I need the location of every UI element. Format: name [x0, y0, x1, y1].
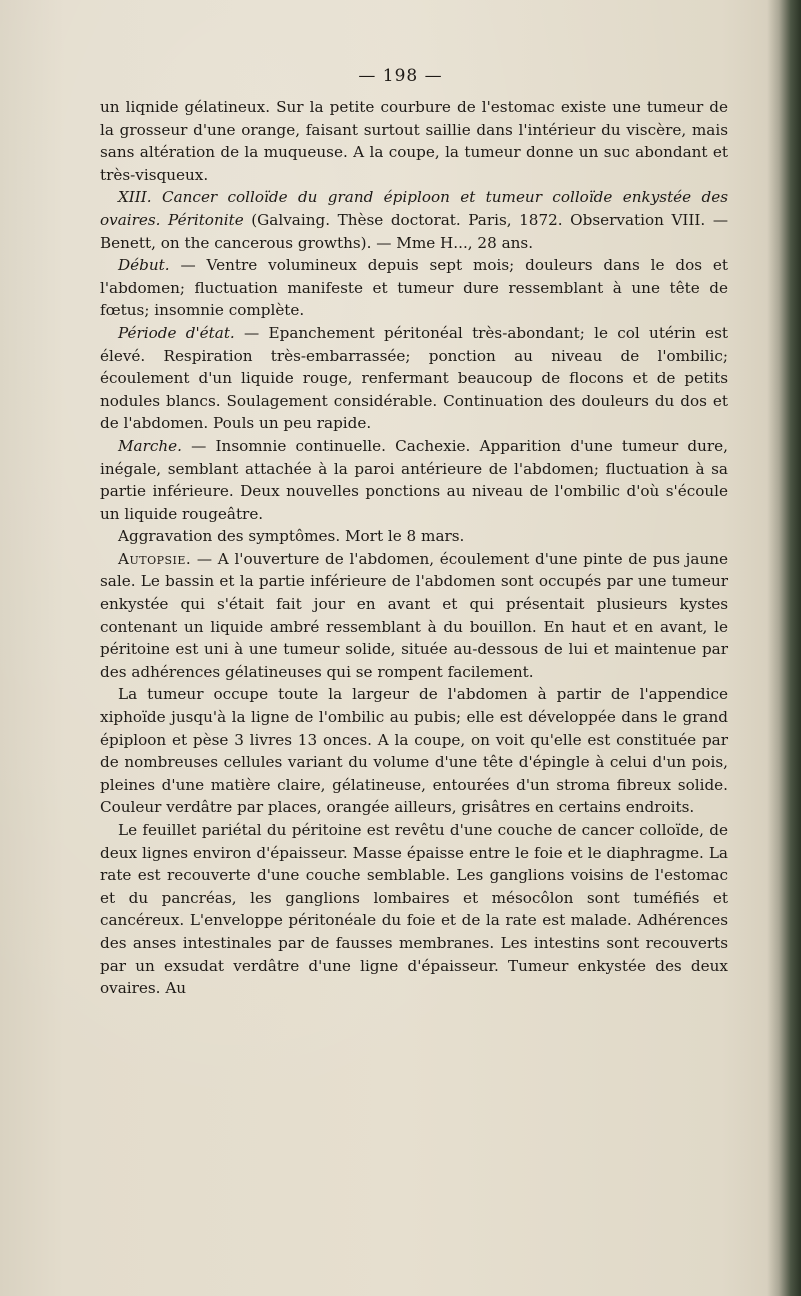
section-debut-title: Début. [118, 256, 170, 275]
paragraph-1-text: un liqnide gélatineux. Sur la petite courbure de l'estomac existe une tumeur de la grosseur d'une orange, faisant surtout saillie dans l'intérieur du viscère, mais sans altération de la muqueuse. A la coupe, la tumeur donne un suc abondant et très-visqueux. [100, 98, 728, 184]
page-number: — 198 — [358, 66, 443, 86]
paragraph-1 [100, 96, 728, 186]
paragraph-9-text: Le feuillet pariétal du péritoine est revêtu d'une couche de cancer colloïde, de deux lignes environ d'épaisseur. Masse épaisse entre le foie et le diaphragme. La rate est recouverte d'une couche semblable. Les ganglions voisins de l'estomac et du pancréas, les ganglions lombaires et mésocôlon sont tuméfiés et cancéreux. L'enveloppe péritonéale du foie et de la rate est malade. Adhérences des anses intestinales par de fausses membranes. Les intestins sont recouverts par un exsudat verdâtre d'une ligne d'épaisseur. Tumeur enkystée des deux ovaires. Au [100, 821, 728, 998]
paragraph-3-text: — Ventre volumineux depuis sept mois; douleurs dans le dos et l'abdomen; fluctuation manifeste et tumeur dure ressemblant à une tête de fœtus; insomnie complète. [100, 256, 728, 320]
paragraph-2 [100, 186, 728, 254]
paragraph-8 [100, 683, 728, 819]
paragraph-9 [100, 819, 728, 1000]
paragraph-4 [100, 322, 728, 435]
section-marche-title: Marche. [118, 436, 182, 455]
paragraph-5-text: — Insomnie continuelle. Cachexie. Apparition d'une tumeur dure, inégale, semblant attachée à la paroi antérieure de l'abdomen; fluctuation à sa partie inférieure. Deux nouvelles ponctions au niveau de l'ombilic d'où s'écoule un liquide rougeâtre. [100, 436, 728, 523]
paragraph-4-text: — Epanchement péritonéal très-abondant; le col utérin est élevé. Respiration très-embarrassée; ponction au niveau de l'ombilic; écoulement d'un liquide rouge, renfermant beaucoup de flocons et de petits nodules blancs. Soulagement considérable. Continuation des douleurs du dos et de l'abdomen. Pouls un peu rapide. [100, 323, 728, 433]
paragraph-6 [100, 525, 728, 548]
paragraph-6-text: Aggravation des symptômes. Mort le 8 mars. [118, 527, 465, 546]
page-binding-shadow [767, 0, 801, 1296]
paragraph-7 [100, 548, 728, 684]
section-periode-title: Période d'état. [118, 323, 235, 342]
paragraph-5 [100, 435, 728, 525]
section-autopsie-title: Autopsie. [118, 549, 192, 568]
paragraph-8-text: La tumeur occupe toute la largeur de l'abdomen à partir de l'appendice xiphoïde jusqu'à la ligne de l'ombilic au pubis; elle est développée dans le grand épiploon et pèse 3 livres 13 onces. A la coupe, on voit qu'elle est constituée par de nombreuses cellules variant du volume d'une tête d'épingle à celui d'un pois, pleines d'une matière claire, gélatineuse, entourées d'un stroma fibreux solide. Couleur verdâtre par places, orangée ailleurs, grisâtres en certains endroits. [100, 685, 728, 817]
paragraph-2-text: (Galvaing. Thèse doctorat. Paris, 1872. Observation VIII. — Benett, on the cancerous growths). — Mme H..., 28 ans. [100, 210, 729, 252]
paragraph-3 [100, 254, 728, 322]
paragraph-7-text: — A l'ouverture de l'abdomen, écoulement d'une pinte de pus jaune sale. Le bassin et la partie inférieure de l'abdomen sont occupés par une tumeur enkystée qui s'était fait jour en avant et qui présentait plusieurs kystes contenant un liquide ambré ressemblant à du bouillon. En haut et en avant, le péritoine est uni à une tumeur solide, située au-dessous de lui et maintenue par des adhérences gélatineuses qui se rompent facilement. [100, 549, 728, 681]
body-text [100, 96, 728, 1000]
observation-title: XIII. Cancer colloïde du grand épiploon et tumeur colloïde enkystée des ovaires. Péritonite [100, 188, 728, 229]
